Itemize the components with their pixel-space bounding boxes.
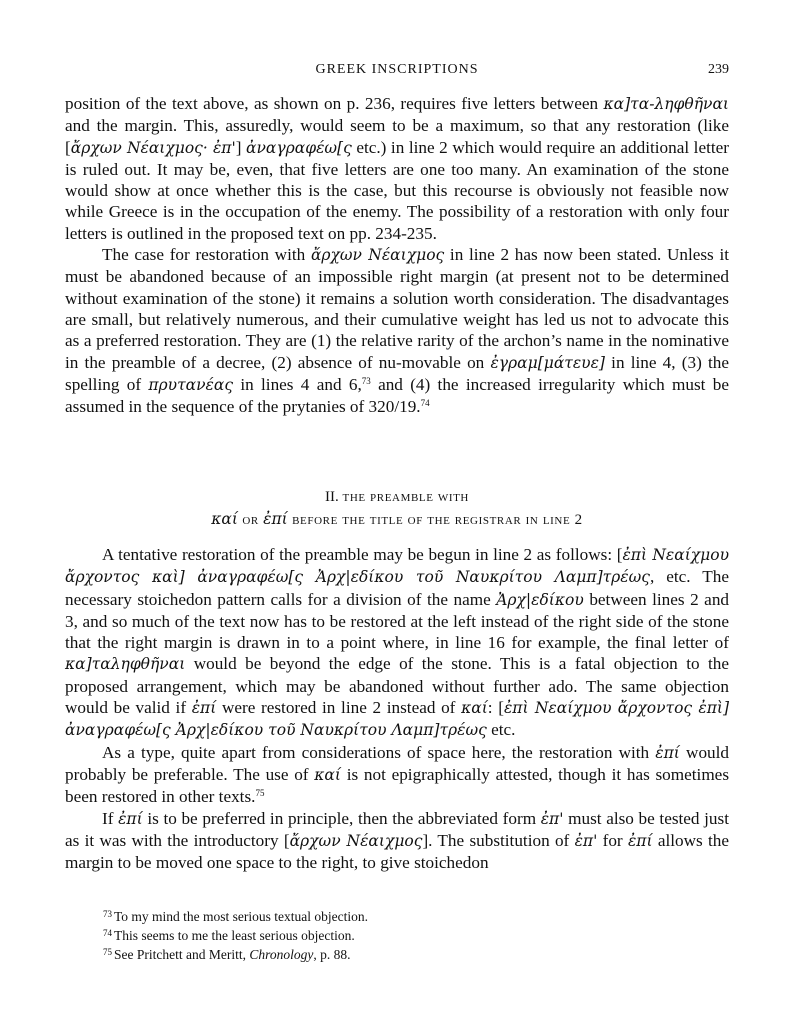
section-heading-line-1 xyxy=(65,489,729,506)
greek-text: ἐπί xyxy=(118,809,143,828)
paragraph-5 xyxy=(65,808,729,874)
greek-text: ἄρχων Νέαιχμος· ἐπ' xyxy=(70,138,236,157)
greek-text: κα]ταληφθῆναι xyxy=(65,655,186,674)
footnote-text: To my mind the most serious textual objection. xyxy=(114,909,369,924)
text-run: were restored in line 2 instead of xyxy=(216,698,462,718)
footnote-ref-74[interactable]: 74 xyxy=(420,398,430,409)
running-header xyxy=(65,62,729,82)
footnote-text: See Pritchett and Meritt, xyxy=(114,947,250,962)
text-run: would be beyond the edge of the stone. This is a fatal objection to the proposed arrangement, which may be abandoned without further ado. The same objection would be valid if xyxy=(65,654,729,718)
footnote-ref-75[interactable]: 75 xyxy=(255,788,265,799)
section-title: the preamble with xyxy=(342,489,469,505)
body-text-2 xyxy=(65,544,729,873)
text-run: allows the margin to be moved one space to the right, to give stoichedon xyxy=(65,830,729,873)
footnote-number: 75 xyxy=(103,947,112,957)
text-run: etc.) in line 2 which would require an additional letter is ruled out. It may be, even, that five letters are one too many. An examination of the stone would show at once whether this is the case, but this recourse is obviously not feasible now while Greece is in the occupation of the enemy. The possibility of a restoration with only four letters is outlined in the proposed text on pp. 234-235. xyxy=(65,137,729,243)
greek-text: πρυτανέας xyxy=(148,375,234,394)
section-numeral: II. xyxy=(325,489,339,505)
greek-text: ἐπὶ Νεαίχμου ἄρχοντος ἐπὶ] ἀναγραφέω[ς Ἀρχ|εδίκου τοῦ Ναυκρίτου Λαμπ]τρέως xyxy=(65,699,730,740)
greek-text: ἄρχων Νέαιχμος xyxy=(310,246,445,265)
greek-text: ἐπί xyxy=(263,510,288,528)
footnote-number: 74 xyxy=(103,928,112,938)
text-run: must also be tested just as it was with the introductory [ xyxy=(65,808,729,850)
footnote-73 xyxy=(103,906,723,925)
text-run: If xyxy=(102,808,119,828)
text-run: The case for restoration with xyxy=(102,245,311,265)
section-title: or xyxy=(237,512,264,528)
footnote-74 xyxy=(103,925,723,944)
greek-text: ἐπί xyxy=(191,699,217,718)
paragraph-2 xyxy=(65,244,729,417)
section-heading-line-2 xyxy=(65,510,729,529)
text-run: between lines 2 and 3, and so much of the text now has to be restored at the left instead of the right side of the stone that the right margin is drawn in to a point where, in line 16 for example, the final letter of xyxy=(65,589,730,653)
text-run: for xyxy=(597,830,628,850)
text-run: in lines 4 and 6, xyxy=(233,374,362,394)
body-text xyxy=(65,93,729,417)
greek-text: καί xyxy=(314,765,341,784)
text-run: ] xyxy=(235,137,247,157)
paragraph-1 xyxy=(65,93,729,244)
greek-text: ἐπί xyxy=(627,831,653,850)
text-run: and (4) the increased irregularity which must be assumed in the sequence of the prytanies of 320/19. xyxy=(65,374,729,417)
page-number: 239 xyxy=(708,62,729,77)
section-heading xyxy=(65,489,729,529)
paragraph-3 xyxy=(65,544,729,742)
section-title: before the title of the registrar in line 2 xyxy=(287,512,583,528)
text-run: As a type, quite apart from considerations of space here, the restoration with xyxy=(102,742,656,762)
footnotes xyxy=(103,906,723,963)
paragraph-4 xyxy=(65,742,729,808)
greek-text: ἐπ' xyxy=(540,809,564,828)
text-run: and the margin. This, assuredly, would seem to be a maximum, so that any restoration (like [ xyxy=(65,116,729,157)
footnote-75 xyxy=(103,944,723,963)
text-run: would probably be preferable. The use of xyxy=(65,742,730,784)
running-title: GREEK INSCRIPTIONS xyxy=(315,62,479,77)
text-run: etc. xyxy=(486,720,516,740)
greek-text: κα]τα-ληφθῆναι xyxy=(603,95,729,113)
text-run: A tentative restoration of the preamble may be begun in line 2 as follows: [ xyxy=(102,545,623,564)
greek-text: ἀναγραφέω[ς xyxy=(246,138,352,157)
greek-text: ἐπὶ Νεαίχμου ἄρχοντος καὶ] ἀναγραφέω[ς Ἀρχ|εδίκου τοῦ Ναυκρίτου Λαμπ]τρέως xyxy=(65,546,729,587)
greek-text: ἐπί xyxy=(655,743,680,762)
text-run: position of the text above, as shown on p. 236, requires five letters between xyxy=(65,94,604,113)
footnote-text: , p. 88. xyxy=(313,947,351,962)
text-run: in line 2 has now been stated. Unless it must be abandoned because of an impossible right margin (at present not to be determined without examination of the stone) it remains a solution worth consideration. The disadvantages are small, but relatively numerous, and their cumulative weight has led us not to advocate this as a preferred restoration. They are (1) the relative rarity of the archon’s name in the nominative in the preamble of a decree, (2) absence of nu-movable on xyxy=(65,245,729,372)
footnote-text: This seems to me the least serious objection. xyxy=(114,928,355,943)
greek-text: ἐγραμ[μάτευε] xyxy=(490,353,605,372)
text-run: is not epigraphically attested, though it has sometimes been restored in other texts. xyxy=(65,764,730,807)
text-run: in line 4, (3) the spelling of xyxy=(65,352,729,394)
text-run: is to be preferred in principle, then the abbreviated form xyxy=(142,808,541,828)
footnote-book-title: Chronology xyxy=(249,947,314,962)
footnote-ref-73[interactable]: 73 xyxy=(361,375,371,386)
footnote-number: 73 xyxy=(103,909,112,919)
greek-text: Ἀρχ|εδίκου xyxy=(496,590,584,609)
greek-text: ἐπ' xyxy=(574,831,598,850)
text-run: : [ xyxy=(487,698,504,718)
text-run: , etc. The necessary stoichedon pattern calls for a division of the name xyxy=(65,567,729,609)
greek-text: καί xyxy=(211,510,238,528)
greek-text: καί xyxy=(461,699,488,718)
greek-text: ἄρχων Νέαιχμος xyxy=(289,831,423,850)
text-run: ]. The substitution of xyxy=(422,830,575,850)
